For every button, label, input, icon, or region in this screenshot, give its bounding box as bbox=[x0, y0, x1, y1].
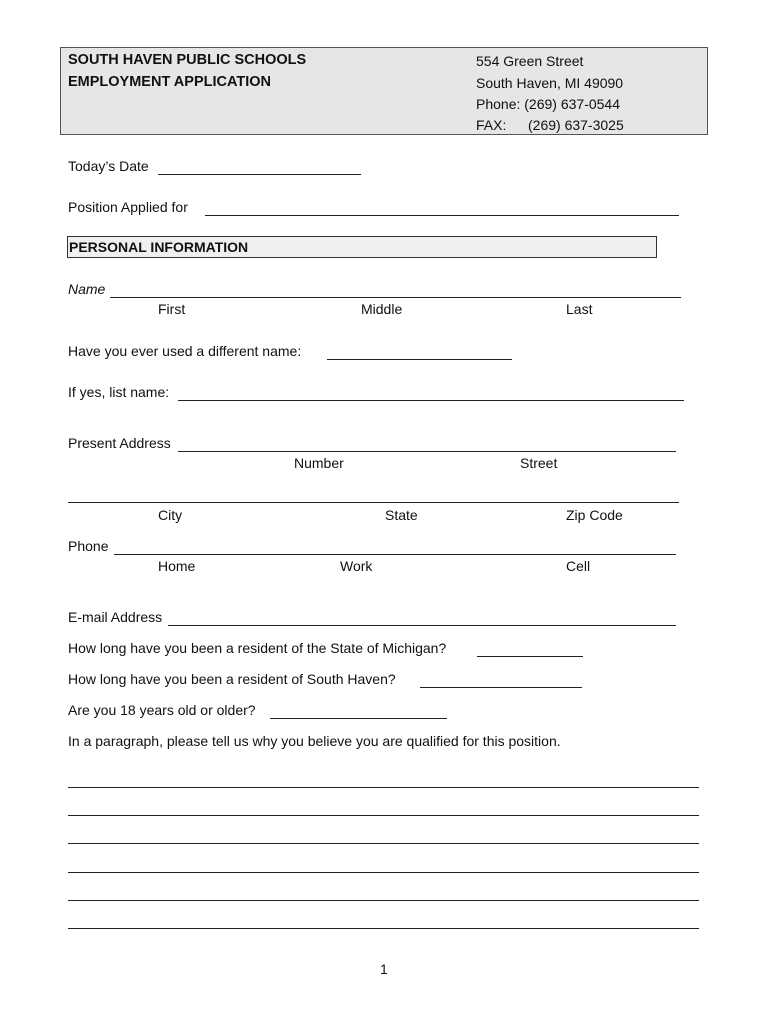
present-address-label: Present Address bbox=[68, 435, 171, 451]
page-number: 1 bbox=[380, 961, 388, 977]
name-last-caption: Last bbox=[566, 301, 593, 317]
address-number-caption: Number bbox=[294, 455, 344, 471]
paragraph-line[interactable] bbox=[68, 872, 699, 873]
section-personal-information: PERSONAL INFORMATION bbox=[67, 236, 657, 258]
present-address-field[interactable] bbox=[178, 451, 676, 452]
position-label: Position Applied for bbox=[68, 199, 188, 215]
address-city-state-zip-field[interactable] bbox=[68, 502, 679, 503]
if-yes-label: If yes, list name: bbox=[68, 384, 170, 400]
paragraph-line[interactable] bbox=[68, 815, 699, 816]
todays-date-label: Today’s Date bbox=[68, 158, 149, 174]
age-18-field[interactable] bbox=[270, 718, 447, 719]
name-field[interactable] bbox=[110, 297, 681, 298]
address-state-caption: State bbox=[385, 507, 418, 523]
phone-cell-caption: Cell bbox=[566, 558, 591, 574]
name-middle-caption: Middle bbox=[361, 301, 403, 317]
phone-label: Phone bbox=[68, 538, 109, 554]
email-label: E-mail Address bbox=[68, 609, 163, 625]
todays-date-field[interactable] bbox=[158, 174, 361, 175]
paragraph-line[interactable] bbox=[68, 843, 699, 844]
different-name-field[interactable] bbox=[327, 359, 512, 360]
paragraph-line[interactable] bbox=[68, 787, 699, 788]
paragraph-line[interactable] bbox=[68, 900, 699, 901]
phone-work-caption: Work bbox=[340, 558, 373, 574]
paragraph-prompt: In a paragraph, please tell us why you believe you are qualified for this position. bbox=[68, 733, 561, 749]
address-city-caption: City bbox=[158, 507, 183, 523]
name-label: Name bbox=[68, 281, 106, 297]
phone-field[interactable] bbox=[114, 554, 676, 555]
form-title: EMPLOYMENT APPLICATION bbox=[68, 74, 271, 90]
resident-michigan-label: How long have you been a resident of the State of Michigan? bbox=[68, 640, 447, 656]
if-yes-field[interactable] bbox=[178, 400, 684, 401]
org-name: SOUTH HAVEN PUBLIC SCHOOLS bbox=[68, 52, 307, 68]
phone-home-caption: Home bbox=[158, 558, 196, 574]
paragraph-line[interactable] bbox=[68, 928, 699, 929]
name-first-caption: First bbox=[158, 301, 186, 317]
fax-label: FAX: bbox=[476, 117, 507, 133]
position-field[interactable] bbox=[205, 215, 679, 216]
different-name-label: Have you ever used a different name: bbox=[68, 343, 302, 359]
email-field[interactable] bbox=[168, 625, 676, 626]
address-street-caption: Street bbox=[520, 455, 558, 471]
resident-south-haven-field[interactable] bbox=[420, 687, 582, 688]
address-street: 554 Green Street bbox=[476, 53, 584, 69]
fax-number: (269) 637-3025 bbox=[528, 117, 624, 133]
address-zip-caption: Zip Code bbox=[566, 507, 623, 523]
resident-south-haven-label: How long have you been a resident of South Haven? bbox=[68, 671, 396, 687]
address-city: South Haven, MI 49090 bbox=[476, 75, 624, 91]
resident-michigan-field[interactable] bbox=[477, 656, 583, 657]
phone-number: Phone: (269) 637-0544 bbox=[476, 96, 620, 112]
age-18-label: Are you 18 years old or older? bbox=[68, 702, 256, 718]
